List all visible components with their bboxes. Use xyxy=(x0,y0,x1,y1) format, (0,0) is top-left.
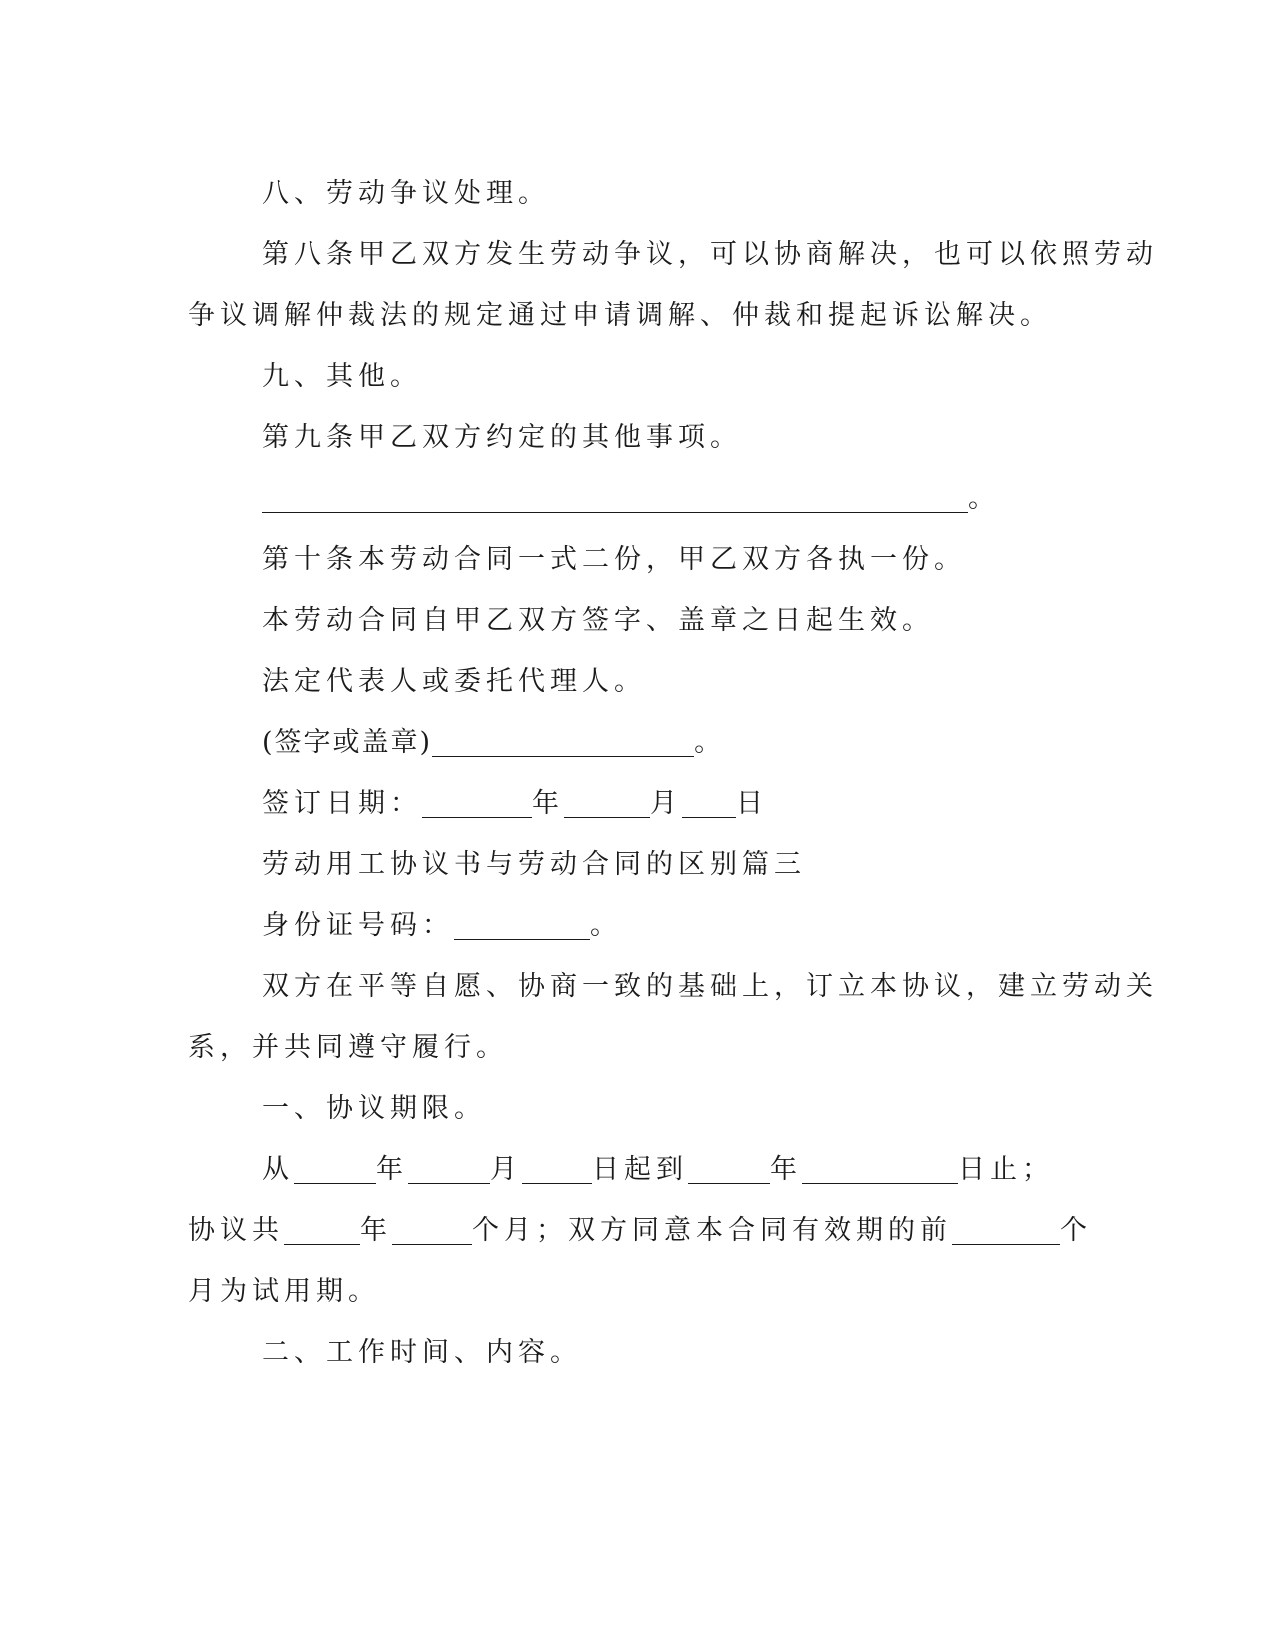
end-day-unit: 日止； xyxy=(958,1154,1054,1185)
signing-date-line xyxy=(188,773,1078,834)
trial-months-blank xyxy=(952,1210,1060,1245)
article-8-line-2: 争议调解仲裁法的规定通过申请调解、仲裁和提起诉讼解决。 xyxy=(188,300,1052,331)
other-matters-blank xyxy=(262,478,968,513)
start-year-unit: 年 xyxy=(376,1154,408,1185)
signature-label: (签字或盖章) xyxy=(262,727,433,758)
id-number-blank xyxy=(454,905,590,940)
start-year-blank xyxy=(294,1149,376,1184)
effective-clause: 本劳动合同自甲乙双方签字、盖章之日起生效。 xyxy=(262,605,934,636)
signature-line xyxy=(188,712,1078,773)
start-month-blank xyxy=(408,1149,490,1184)
section-8-heading: 八、劳动争议处理。 xyxy=(262,178,550,209)
signature-end: 。 xyxy=(694,727,727,758)
total-years-blank xyxy=(284,1210,360,1245)
term-line-3: 月为试用期。 xyxy=(188,1276,380,1307)
representative-line: 法定代表人或委托代理人。 xyxy=(262,666,646,697)
section-9-heading: 九、其他。 xyxy=(262,361,422,392)
total-years-unit: 年 xyxy=(360,1215,392,1246)
id-number-end: 。 xyxy=(590,910,622,941)
date-month-blank xyxy=(564,783,650,818)
signing-date-label: 签订日期： xyxy=(262,788,422,819)
section-2-heading: 二、工作时间、内容。 xyxy=(262,1337,582,1368)
other-matters-line xyxy=(188,468,1078,529)
start-month-unit: 月 xyxy=(490,1154,522,1185)
term-line-1 xyxy=(188,1139,1078,1200)
total-prefix: 协议共 xyxy=(188,1215,284,1246)
date-day-blank xyxy=(682,783,736,818)
article-8-line-1: 第八条甲乙双方发生劳动争议，可以协商解决，也可以依照劳动 xyxy=(262,239,1158,270)
start-day-unit: 日起到 xyxy=(592,1154,688,1185)
part-3-title: 劳动用工协议书与劳动合同的区别篇三 xyxy=(262,849,806,880)
intro-line-1: 双方在平等自愿、协商一致的基础上，订立本协议，建立劳动关 xyxy=(262,971,1158,1002)
total-months-blank xyxy=(392,1210,472,1245)
end-year-blank xyxy=(688,1149,770,1184)
total-months-text: 个月；双方同意本合同有效期的前 xyxy=(472,1215,952,1246)
signature-blank xyxy=(432,722,694,757)
article-9: 第九条甲乙双方约定的其他事项。 xyxy=(262,422,742,453)
article-10: 第十条本劳动合同一式二份，甲乙双方各执一份。 xyxy=(262,544,966,575)
term-from: 从 xyxy=(262,1154,294,1185)
other-matters-end: 。 xyxy=(968,483,1000,514)
section-1-heading: 一、协议期限。 xyxy=(262,1093,486,1124)
document-body xyxy=(188,163,1158,1383)
end-year-unit: 年 xyxy=(770,1154,802,1185)
intro-line-2: 系，并共同遵守履行。 xyxy=(188,1032,508,1063)
id-number-line xyxy=(188,895,1078,956)
date-year-blank xyxy=(422,783,532,818)
date-year-unit: 年 xyxy=(532,788,564,819)
id-number-label: 身份证号码： xyxy=(262,910,454,941)
trial-months-unit: 个 xyxy=(1060,1215,1092,1246)
date-day-unit: 日 xyxy=(736,788,768,819)
end-date-blank xyxy=(802,1149,958,1184)
date-month-unit: 月 xyxy=(650,788,682,819)
start-day-blank xyxy=(522,1149,592,1184)
term-line-2 xyxy=(188,1200,1092,1261)
